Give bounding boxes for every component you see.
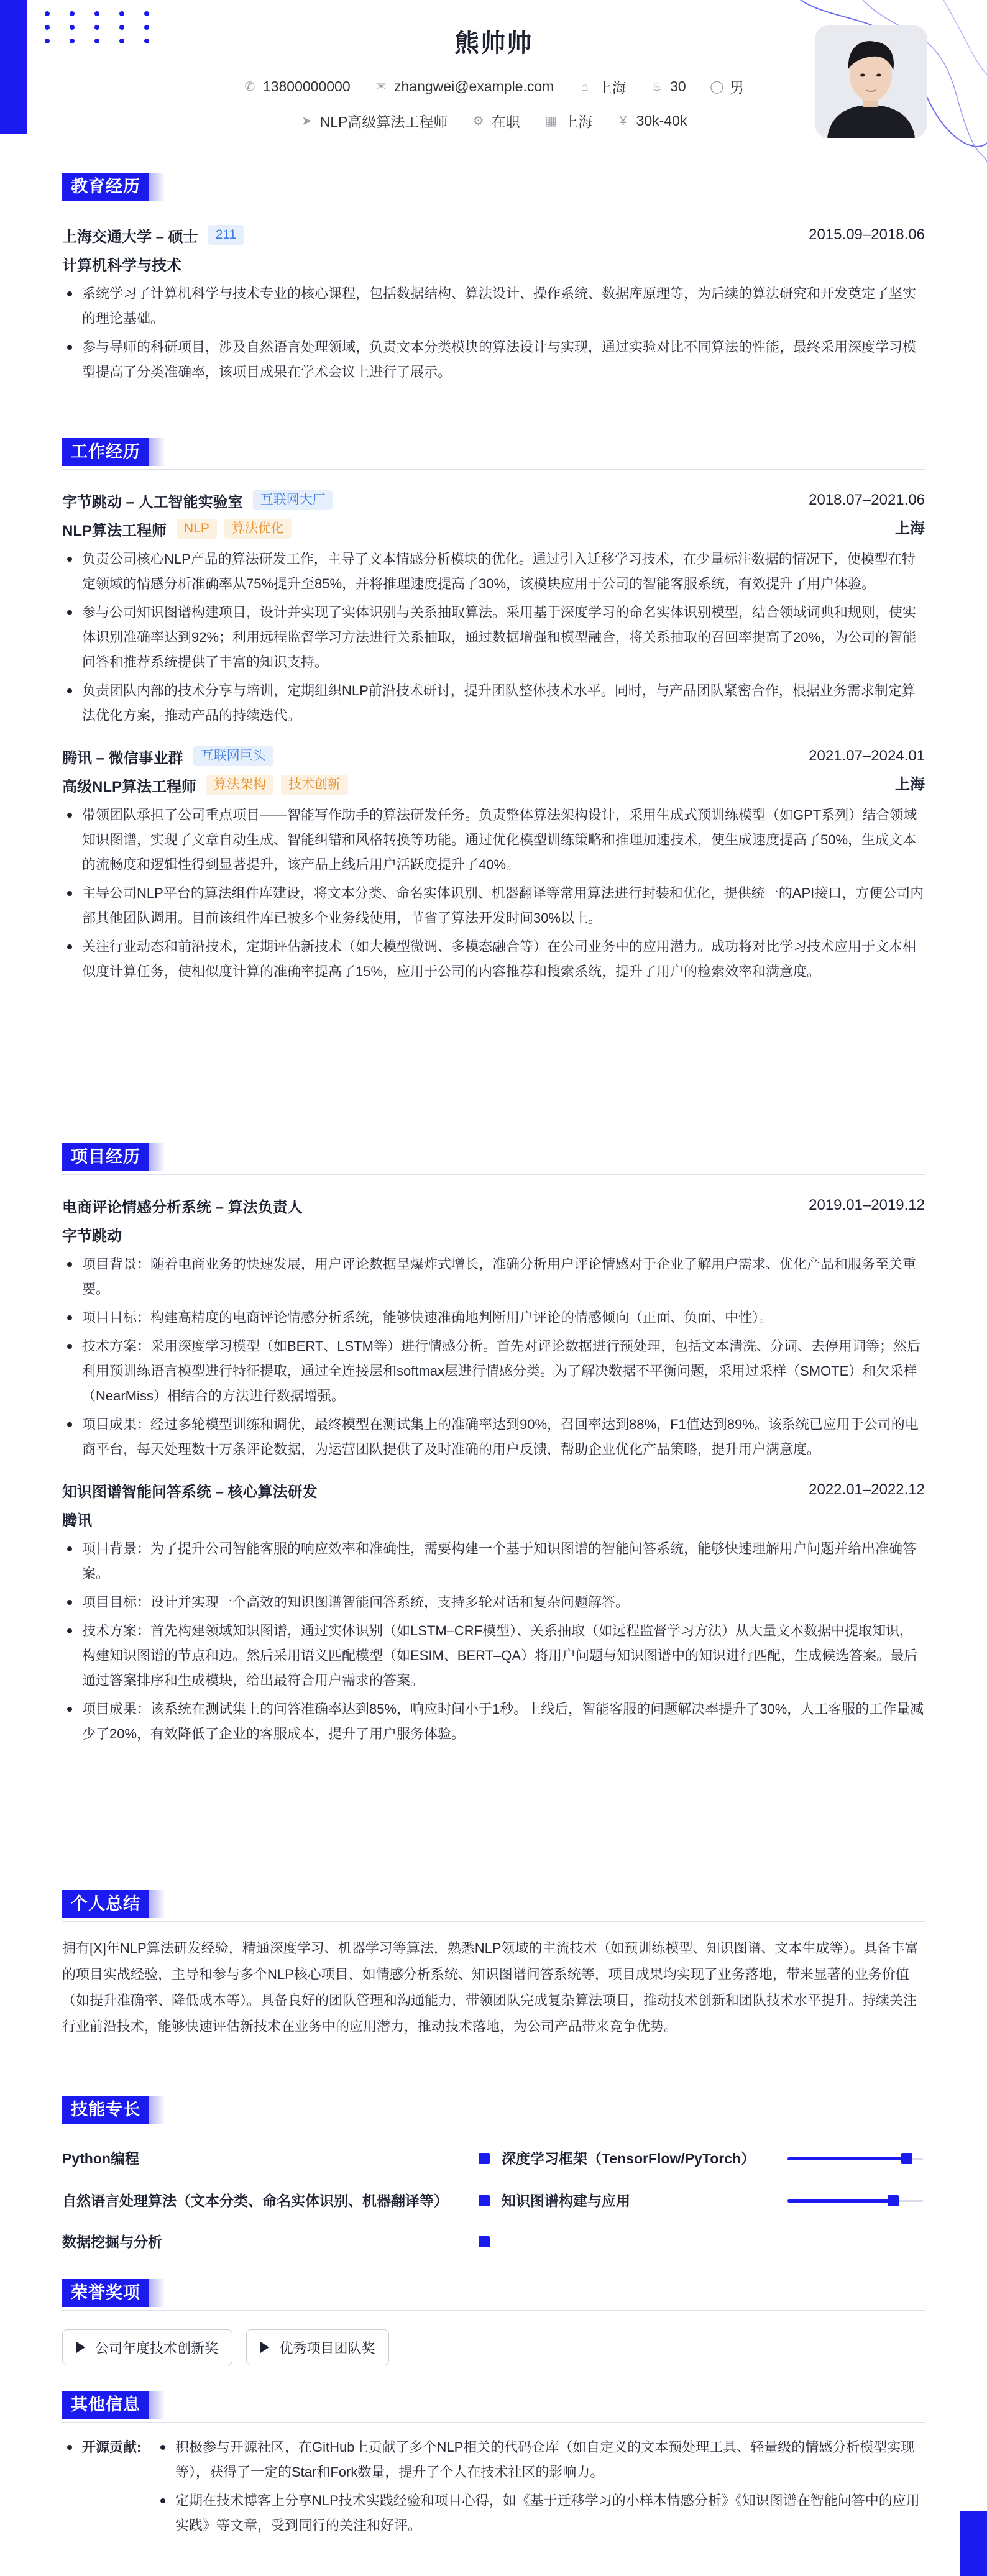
gender-value: 男 bbox=[730, 80, 745, 96]
list-item: 关注行业动态和前沿技术，定期评估新技术（如大模型微调、多模态融合等）在公司业务中的应用潜力。成功将对比学习技术应用于文本相似度计算任务，使相似度计算的准确率提高了15%，应用于公司的内容推荐和搜索系统，提升了用户的检索效率和满意度。 bbox=[62, 934, 925, 984]
email-value: zhangwei@example.com bbox=[394, 78, 554, 94]
job-city: 上海 bbox=[895, 520, 925, 537]
age-value: 30 bbox=[670, 78, 686, 94]
education-section bbox=[62, 173, 925, 388]
corner-accent-bar-bottom bbox=[960, 2511, 987, 2576]
company-tag: 互联网大厂 bbox=[253, 490, 333, 510]
age-item bbox=[650, 78, 686, 95]
city-item bbox=[578, 76, 627, 97]
settings-icon: ⚙ bbox=[472, 114, 484, 128]
skill-level-marker bbox=[888, 2195, 899, 2206]
awards-list bbox=[62, 2329, 925, 2365]
send-icon: ➤ bbox=[301, 114, 312, 128]
home-icon: ⌂ bbox=[581, 80, 589, 94]
status-value: 在职 bbox=[491, 114, 520, 130]
project-name: 知识图谱智能问答系统 – 核心算法研发 bbox=[62, 1483, 318, 1500]
job-item bbox=[300, 111, 448, 131]
salary-item bbox=[617, 112, 687, 129]
gender-icon: ◯ bbox=[710, 80, 724, 94]
project-org: 字节跳动 bbox=[62, 1227, 122, 1245]
list-item: 项目目标：设计并实现一个高效的知识图谱智能问答系统，支持多轮对话和复杂问题解答。 bbox=[62, 1590, 925, 1615]
skills-grid bbox=[62, 2139, 925, 2275]
phone-icon: ✆ bbox=[244, 80, 255, 94]
section-title: 荣誉奖项 bbox=[62, 2279, 149, 2307]
school-badge: 211 bbox=[208, 225, 244, 245]
skill-item bbox=[502, 2146, 924, 2171]
project-org: 腾讯 bbox=[62, 1512, 92, 1529]
list-item: 项目目标：构建高精度的电商评论情感分析系统，能够快速准确地判断用户评论的情感倾向（正面、负面、中性）。 bbox=[62, 1305, 925, 1330]
award-label: 优秀项目团队奖 bbox=[279, 2340, 375, 2356]
list-item: 参与导师的科研项目，涉及自然语言处理领域，负责文本分类模块的算法设计与实现，通过实验对比不同算法的性能，最终采用深度学习模型提高了分类准确率，该项目成果在学术会议上进行了展示。 bbox=[62, 335, 925, 385]
skill-level-marker bbox=[479, 2236, 490, 2247]
education-header bbox=[62, 173, 925, 204]
skill-item bbox=[502, 2188, 924, 2213]
major: 计算机科学与技术 bbox=[62, 257, 181, 274]
email-icon: ✉ bbox=[375, 80, 387, 94]
projects-header bbox=[62, 1143, 925, 1175]
section-title: 其他信息 bbox=[62, 2391, 149, 2419]
section-title: 技能专长 bbox=[62, 2096, 149, 2124]
list-item: 积极参与开源社区，在GitHub上贡献了多个NLP相关的代码仓库（如自定义的文本预处理工具、轻量级的情感分析模型实现等），获得了一定的Star和Fork数量，提升了个人在技术社区的影响力。 bbox=[155, 2435, 925, 2485]
company-name: 腾讯 – 微信事业群 bbox=[62, 749, 183, 767]
skill-level-bar bbox=[787, 2199, 893, 2203]
play-icon bbox=[260, 2342, 269, 2353]
list-item: 参与公司知识图谱构建项目，设计并实现了实体识别与关系抽取算法。采用基于深度学习的命名实体识别模型，结合领域词典和规则，使实体识别准确率达到92%；利用远程监督学习方法进行关系抽取，通过数据增强和模型融合，将关系抽取的召回率提高了20%，为公司的智能问答和推荐系统提供了丰富的知识支持。 bbox=[62, 600, 925, 675]
projects-section bbox=[62, 1143, 925, 1750]
summary-header bbox=[62, 1890, 925, 1922]
school-name: 上海交通大学 – 硕士 bbox=[62, 228, 198, 245]
job-role: NLP算法工程师 bbox=[62, 522, 167, 539]
job-bullets-2 bbox=[62, 803, 925, 984]
list-item: 负责公司核心NLP产品的算法研发工作，主导了文本情感分析模块的优化。通过引入迁移学习技术，在少量标注数据的情况下，使模型在特定领域的情感分析准确率从75%提升至85%，并将推理速度提高了30%，该模块应用于公司的智能客服系统，有效提升了用户体验。 bbox=[62, 547, 925, 596]
role-tag: NLP bbox=[177, 519, 217, 539]
work-section bbox=[62, 438, 925, 988]
list-item: 定期在技术博客上分享NLP技术实践经验和项目心得，如《基于迁移学习的小样本情感分析》《知识图谱在智能问答中的应用实践》等文章，受到同行的关注和好评。 bbox=[155, 2488, 925, 2538]
company-tag: 互联网巨头 bbox=[193, 746, 273, 766]
list-item: 项目背景：随着电商业务的快速发展，用户评论数据呈爆炸式增长，准确分析用户评论情感对于企业了解用户需求、优化产品和服务至关重要。 bbox=[62, 1252, 925, 1302]
section-title: 工作经历 bbox=[62, 438, 149, 466]
target-city-item bbox=[544, 111, 592, 131]
email-item bbox=[374, 78, 554, 95]
other-content bbox=[62, 2435, 925, 2538]
project-period: 2022.01–2022.12 bbox=[809, 1481, 925, 1498]
avatar-photo-icon bbox=[815, 25, 927, 138]
cake-icon: ♨ bbox=[651, 80, 663, 94]
skill-level-marker bbox=[479, 2195, 490, 2206]
awards-header bbox=[62, 2279, 925, 2311]
skills-header bbox=[62, 2096, 925, 2127]
salary-value: 30k-40k bbox=[636, 112, 687, 129]
list-item: 负责团队内部的技术分享与培训，定期组织NLP前沿技术研讨，提升团队整体技术水平。同时，与产品团队紧密合作，根据业务需求制定算法优化方案，推动产品的持续迭代。 bbox=[62, 678, 925, 728]
award-item bbox=[246, 2329, 389, 2365]
education-bullets bbox=[62, 281, 925, 385]
list-item: 系统学习了计算机科学与技术专业的核心课程，包括数据结构、算法设计、操作系统、数据库原理等，为后续的算法研究和开发奠定了坚实的理论基础。 bbox=[62, 281, 925, 331]
list-item: 技术方案：首先构建领域知识图谱，通过实体识别（如LSTM–CRF模型）、关系抽取（如远程监督学习方法）从大量文本数据中提取知识，构建知识图谱的节点和边。然后采用语义匹配模型（如ESIM、BERT–QA）将用户问题与知识图谱中的知识进行匹配，生成候选答案。最后通过答案排序和生成模块，给出最符合用户需求的答案。 bbox=[62, 1619, 925, 1693]
job-entry-1 bbox=[62, 486, 925, 514]
role-tag: 技术创新 bbox=[281, 775, 348, 795]
list-item: 项目背景：为了提升公司智能客服的响应效率和准确性，需要构建一个基于知识图谱的智能问答系统，能够快速理解用户问题并给出准确答案。 bbox=[62, 1537, 925, 1586]
section-title: 项目经历 bbox=[62, 1143, 149, 1171]
skill-name: 数据挖掘与分析 bbox=[62, 2234, 162, 2250]
other-section bbox=[62, 2391, 925, 2542]
award-label: 公司年度技术创新奖 bbox=[95, 2340, 219, 2356]
project-period: 2019.01–2019.12 bbox=[809, 1197, 925, 1213]
list-item: 主导公司NLP平台的算法组件库建设，将文本分类、命名实体识别、机器翻译等常用算法进行封装和优化，提供统一的API接口，方便公司内部其他团队调用。目前该组件库已被多个业务线使用，节省了算法开发时间30%以上。 bbox=[62, 881, 925, 931]
award-item bbox=[62, 2329, 232, 2365]
project-bullets-2 bbox=[62, 1537, 925, 1747]
job-role: 高级NLP算法工程师 bbox=[62, 778, 196, 795]
section-title: 个人总结 bbox=[62, 1890, 149, 1918]
job-entry-2 bbox=[62, 742, 925, 770]
work-header bbox=[62, 438, 925, 470]
avatar bbox=[815, 25, 927, 138]
job-value: NLP高级算法工程师 bbox=[319, 114, 448, 130]
list-item: 项目成果：该系统在测试集上的问答准确率达到85%，响应时间小于1秒。上线后，智能客服的问题解决率提升了30%，人工客服的工作量减少了20%，有效降低了企业的客服成本，提升了用户服务体验。 bbox=[62, 1697, 925, 1747]
skills-section bbox=[62, 2096, 925, 2275]
play-icon bbox=[76, 2342, 85, 2353]
open-source-bullets bbox=[155, 2435, 925, 2538]
section-title: 教育经历 bbox=[62, 173, 149, 201]
major-row bbox=[62, 249, 925, 278]
job-role-row-1 bbox=[62, 514, 925, 543]
city-value: 上海 bbox=[597, 80, 627, 96]
role-tag: 算法优化 bbox=[224, 519, 292, 539]
bullet-dot bbox=[67, 2445, 72, 2450]
skill-item bbox=[62, 2146, 472, 2171]
building-icon: ▦ bbox=[544, 114, 557, 128]
money-icon: ¥ bbox=[619, 114, 627, 128]
gender-item bbox=[710, 76, 744, 97]
project-org-row-2 bbox=[62, 1504, 925, 1533]
other-header bbox=[62, 2391, 925, 2423]
target-city-value: 上海 bbox=[564, 114, 593, 130]
skill-level-bar bbox=[787, 2157, 907, 2160]
company-name: 字节跳动 – 人工智能实验室 bbox=[62, 493, 243, 511]
skill-level-marker bbox=[479, 2153, 490, 2164]
skill-name: Python编程 bbox=[62, 2150, 139, 2167]
project-entry-1 bbox=[62, 1191, 925, 1220]
candidate-name: 熊帅帅 bbox=[454, 30, 533, 57]
skill-level-marker bbox=[901, 2153, 912, 2164]
awards-section bbox=[62, 2279, 925, 2365]
skill-item bbox=[62, 2188, 472, 2213]
project-bullets-1 bbox=[62, 1252, 925, 1462]
open-source-row bbox=[62, 2435, 925, 2538]
project-org-row-1 bbox=[62, 1220, 925, 1248]
list-item: 技术方案：采用深度学习模型（如BERT、LSTM等）进行情感分析。首先对评论数据进行预处理，包括文本清洗、分词、去停用词等；然后利用预训练语言模型进行特征提取，通过全连接层和softmax层进行情感分类。为了解决数据不平衡问题，采用过采样（SMOTE）和欠采样（NearMiss）相结合的方法进行数据增强。 bbox=[62, 1334, 925, 1409]
job-period: 2018.07–2021.06 bbox=[809, 491, 925, 508]
education-period: 2015.09–2018.06 bbox=[809, 226, 925, 243]
project-name: 电商评论情感分析系统 – 算法负责人 bbox=[62, 1199, 303, 1216]
role-tag: 算法架构 bbox=[206, 775, 273, 795]
skill-name: 自然语言处理算法（文本分类、命名实体识别、机器翻译等） bbox=[62, 2193, 448, 2209]
summary-section bbox=[62, 1890, 925, 2040]
job-period: 2021.07–2024.01 bbox=[809, 747, 925, 764]
skill-name: 知识图谱构建与应用 bbox=[502, 2193, 630, 2209]
job-bullets-1 bbox=[62, 547, 925, 728]
project-entry-2 bbox=[62, 1476, 925, 1504]
phone-value: 13800000000 bbox=[262, 78, 351, 94]
education-entry bbox=[62, 221, 925, 249]
summary-text: 拥有[X]年NLP算法研发经验，精通深度学习、机器学习等算法，熟悉NLP领域的主流技术（如预训练模型、知识图谱、文本生成等）。具备丰富的项目实战经验，主导和参与多个NLP核心项目，如情感分析系统、知识图谱问答系统等，项目成果均实现了业务落地，带来显著的业务价值（如提升准确率、降低成本等）。具备良好的团队管理和沟通能力，带领团队完成复杂算法项目，推动技术创新和团队技术水平提升。持续关注行业前沿技术，能够快速评估新技术在业务中的应用潜力，推动技术落地，为公司产品带来竞争优势。 bbox=[62, 1940, 919, 2034]
list-item: 项目成果：经过多轮模型训练和调优，最终模型在测试集上的准确率达到90%，召回率达到88%，F1值达到89%。该系统已应用于公司的电商平台，每天处理数十万条评论数据，为运营团队提供了及时准确的用户反馈，帮助企业优化产品策略，提升用户满意度。 bbox=[62, 1412, 925, 1462]
list-item: 带领团队承担了公司重点项目——智能写作助手的算法研发任务。负责整体算法架构设计，采用生成式预训练模型（如GPT系列）结合领域知识图谱，实现了文章自动生成、智能纠错和风格转换等功能。通过优化模型训练策略和推理加速技术，使生成速度提高了50%，生成文本的流畅度和逻辑性得到显著提升，该产品上线后用户活跃度提升了40%。 bbox=[62, 803, 925, 877]
status-item bbox=[472, 111, 520, 131]
job-role-row-2 bbox=[62, 770, 925, 799]
skill-name: 深度学习框架（TensorFlow/PyTorch） bbox=[502, 2150, 756, 2167]
open-source-key: 开源贡献: bbox=[82, 2439, 142, 2455]
job-city: 上海 bbox=[895, 776, 925, 793]
phone-item bbox=[243, 78, 351, 95]
skill-item bbox=[62, 2229, 472, 2254]
